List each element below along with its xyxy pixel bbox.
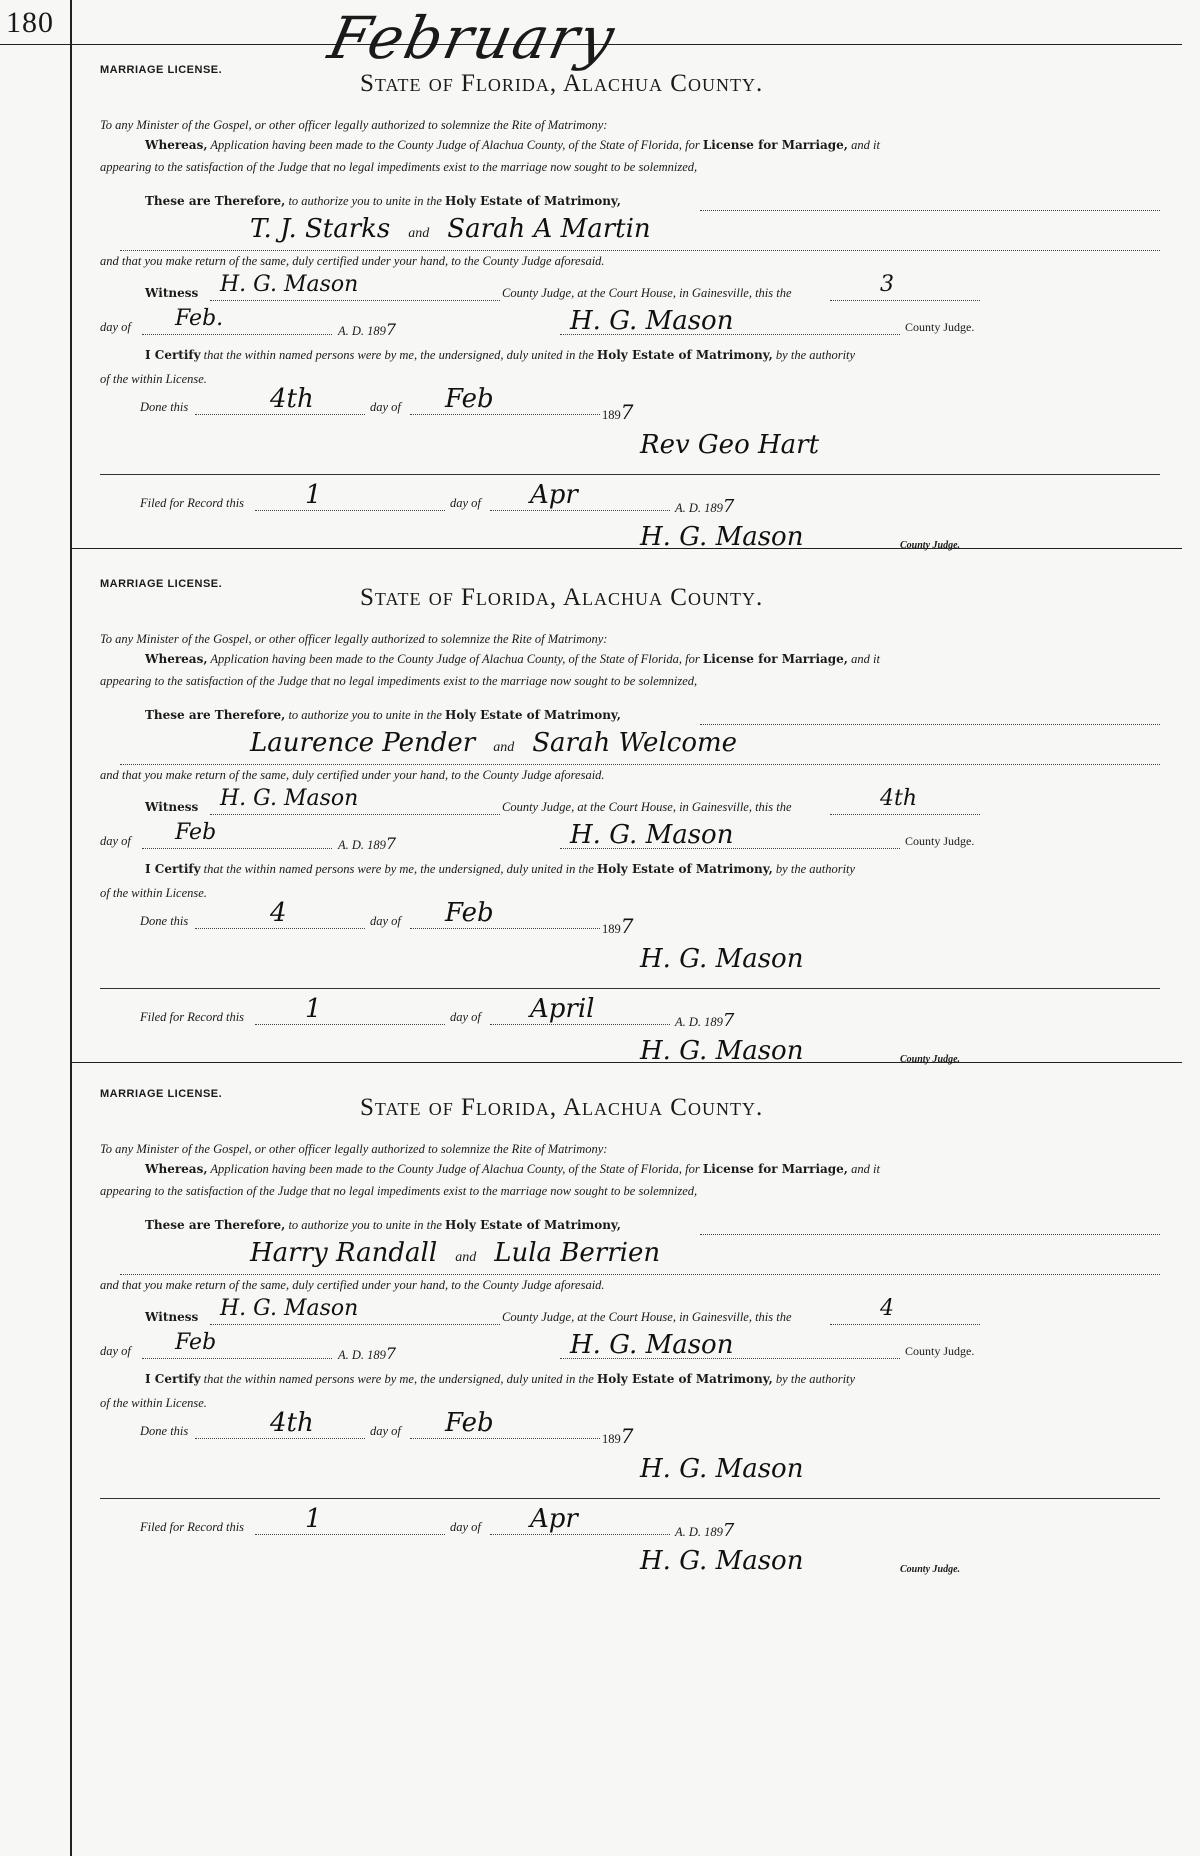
dotted-line [255,1024,445,1025]
filed-day-of-label: day of [450,1520,481,1534]
appearing-line: appearing to the satisfaction of the Judge that no legal impediments exist to the marriage now sought to be solemnized, [100,674,698,688]
officiant-signature: H. G. Mason [640,944,804,974]
dotted-line [255,510,445,511]
whereas-line [145,138,880,153]
done-day: 4th [270,384,314,414]
court-house-line: County Judge, at the Court House, in Gainesville, this the [502,286,792,300]
ad-label [338,1344,396,1363]
whereas-line [145,652,880,667]
dotted-line [410,414,600,415]
filed-day-of-label: day of [450,496,481,510]
these-are-therefore: These are Therefore, [145,1218,286,1232]
witness-word: Witness [145,800,199,814]
return-line: and that you make return of the same, duly certified under your hand, to the County Judge aforesaid. [100,768,605,782]
issue-month: Feb. [175,306,224,331]
certify-text: that the within named persons were by me, the undersigned, duly united in the [203,348,594,362]
holy-estate: Holy Estate of Matrimony, [445,194,621,208]
dotted-line [120,764,1160,765]
and-it-text: and it [851,652,880,666]
holy-estate-2: Holy Estate of Matrimony, [596,862,773,876]
dotted-line [560,334,900,335]
done-year-digit: 7 [620,914,634,938]
these-are-line [145,1218,621,1233]
issue-year-digit: 7 [385,320,397,339]
and-it-text: and it [851,138,880,152]
groom-name: T. J. Starks [250,214,391,244]
issue-month: Feb [175,820,217,845]
filed-day: 1 [305,994,322,1024]
filed-year-digit: 7 [722,1520,735,1541]
dotted-line [560,1358,900,1359]
authorize-text: to authorize you to unite in the [288,194,442,208]
return-line: and that you make return of the same, duly certified under your hand, to the County Judge aforesaid. [100,254,605,268]
day-of-label: day of [100,320,131,334]
bride-name: Sarah Welcome [532,728,738,758]
witness-signature: H. G. Mason [220,786,359,811]
witness-word: Witness [145,1310,199,1324]
done-day: 4 [270,898,287,928]
done-this-label: Done this [140,1424,189,1438]
witness-word: Witness [145,286,199,300]
filed-ad-label [675,1010,734,1031]
by-authority-text: by the authority [775,348,856,362]
dotted-line [210,300,500,301]
holy-estate-2: Holy Estate of Matrimony, [596,348,773,362]
dotted-line [560,848,900,849]
witness-label [145,800,198,815]
bride-name: Sarah A Martin [447,214,651,244]
certify-line [145,348,855,363]
filed-signature: H. G. Mason [640,522,804,552]
conjunction: and [455,1250,477,1265]
done-month: Feb [445,898,494,928]
filed-year-digit: 7 [722,1010,735,1031]
within-license-line: of the within License. [100,1396,207,1410]
authorize-text: to authorize you to unite in the [288,1218,442,1232]
done-year-digit: 7 [620,1424,634,1448]
filed-label: Filed for Record this [140,1520,245,1534]
filed-ad-label [675,1520,734,1541]
whereas-word: Whereas, [145,1162,208,1176]
license-for-marriage: License for Marriage, [702,652,848,666]
license-title: State of Florida, Alachua County. [360,584,764,611]
done-day-of-label: day of [370,400,401,414]
month-heading: February [322,4,622,72]
dotted-line [700,1234,1160,1235]
witness-signature: H. G. Mason [220,272,359,297]
application-text: Application having been made to the County Judge of Alachua County, of the State of Florida, for [210,652,700,666]
page-number: 180 [6,6,54,39]
address-line: To any Minister of the Gospel, or other officer legally authorized to solemnize the Rite of Matrimony: [100,632,608,646]
certify-word: I Certify [145,862,201,876]
officiant-signature: H. G. Mason [640,1454,804,1484]
holy-estate: Holy Estate of Matrimony, [445,1218,621,1232]
certify-word: I Certify [145,1372,201,1386]
ad-text: A. D. 189 [338,1348,386,1362]
dotted-line [120,1274,1160,1275]
county-judge-label: County Judge. [905,834,975,848]
county-judge-small: County Judge. [900,1564,961,1575]
groom-name: Harry Randall [250,1238,438,1268]
done-day-of-label: day of [370,1424,401,1438]
license-for-marriage: License for Marriage, [702,138,848,152]
filed-year-digit: 7 [722,496,735,517]
filing-separator [100,1498,1160,1499]
license-label: MARRIAGE LICENSE. [100,64,223,76]
license-label: MARRIAGE LICENSE. [100,1088,223,1100]
officiant-signature: Rev Geo Hart [640,430,820,460]
filed-day: 1 [305,1504,322,1534]
done-year-label [602,400,633,424]
whereas-word: Whereas, [145,652,208,666]
done-year-label [602,914,633,938]
holy-estate: Holy Estate of Matrimony, [445,708,621,722]
address-line: To any Minister of the Gospel, or other officer legally authorized to solemnize the Rite of Matrimony: [100,118,608,132]
court-house-line: County Judge, at the Court House, in Gainesville, this the [502,800,792,814]
within-license-line: of the within License. [100,886,207,900]
issue-day: 3 [880,272,894,297]
filed-month: Apr [530,1504,578,1534]
appearing-line: appearing to the satisfaction of the Judge that no legal impediments exist to the marriage now sought to be solemnized, [100,1184,698,1198]
names-row [250,214,651,244]
ad-text: A. D. 189 [338,838,386,852]
dotted-line [142,848,332,849]
certify-text: that the within named persons were by me, the undersigned, duly united in the [203,1372,594,1386]
application-text: Application having been made to the County Judge of Alachua County, of the State of Florida, for [210,1162,700,1176]
ad-label [338,320,396,339]
dotted-line [255,1534,445,1535]
these-are-therefore: These are Therefore, [145,194,286,208]
county-judge-label: County Judge. [905,320,975,334]
dotted-line [490,1024,670,1025]
done-this-label: Done this [140,400,189,414]
dotted-line [210,814,500,815]
done-year-digit: 7 [620,400,634,424]
filed-signature: H. G. Mason [640,1546,804,1576]
certify-word: I Certify [145,348,201,362]
dotted-line [830,300,980,301]
these-are-line [145,194,621,209]
witness-label [145,286,198,301]
done-year-text: 189 [602,1432,621,1446]
dotted-line [195,928,365,929]
dotted-line [700,210,1160,211]
certify-line [145,862,855,877]
day-of-label: day of [100,1344,131,1358]
dotted-line [410,928,600,929]
license-title: State of Florida, Alachua County. [360,1094,764,1121]
county-judge-small: County Judge. [900,540,961,551]
done-this-label: Done this [140,914,189,928]
issue-year-digit: 7 [385,1344,397,1363]
conjunction: and [408,226,430,241]
filed-day-of-label: day of [450,1010,481,1024]
judge-signature: H. G. Mason [570,1330,734,1360]
dotted-line [490,1534,670,1535]
authorize-text: to authorize you to unite in the [288,708,442,722]
ad-text: A. D. 189 [338,324,386,338]
certify-line [145,1372,855,1387]
filed-ad-text: A. D. 189 [675,1015,723,1029]
whereas-line [145,1162,880,1177]
issue-day: 4th [880,786,918,811]
witness-signature: H. G. Mason [220,1296,359,1321]
ad-label [338,834,396,853]
filed-label: Filed for Record this [140,496,245,510]
court-house-line: County Judge, at the Court House, in Gainesville, this the [502,1310,792,1324]
by-authority-text: by the authority [775,1372,856,1386]
filed-label: Filed for Record this [140,1010,245,1024]
license-divider [70,1062,1182,1063]
filing-separator [100,988,1160,989]
bride-name: Lula Berrien [494,1238,661,1268]
done-month: Feb [445,384,494,414]
filed-ad-text: A. D. 189 [675,1525,723,1539]
dotted-line [700,724,1160,725]
groom-name: Laurence Pender [250,728,476,758]
and-it-text: and it [851,1162,880,1176]
application-text: Application having been made to the County Judge of Alachua County, of the State of Florida, for [210,138,700,152]
filed-ad-label [675,496,734,517]
dotted-line [210,1324,500,1325]
done-year-label [602,1424,633,1448]
appearing-line: appearing to the satisfaction of the Judge that no legal impediments exist to the marriage now sought to be solemnized, [100,160,698,174]
dotted-line [142,334,332,335]
names-row [250,728,737,758]
dotted-line [830,814,980,815]
filed-ad-text: A. D. 189 [675,501,723,515]
done-month: Feb [445,1408,494,1438]
certify-text: that the within named persons were by me, the undersigned, duly united in the [203,862,594,876]
dotted-line [120,250,1160,251]
witness-label [145,1310,198,1325]
holy-estate-2: Holy Estate of Matrimony, [596,1372,773,1386]
filed-day: 1 [305,480,322,510]
done-year-text: 189 [602,922,621,936]
issue-day: 4 [880,1296,894,1321]
dotted-line [195,1438,365,1439]
issue-year-digit: 7 [385,834,397,853]
filed-month: Apr [530,480,578,510]
filed-signature: H. G. Mason [640,1036,804,1066]
judge-signature: H. G. Mason [570,820,734,850]
done-year-text: 189 [602,408,621,422]
issue-month: Feb [175,1330,217,1355]
judge-signature: H. G. Mason [570,306,734,336]
these-are-line [145,708,621,723]
filed-month: April [530,994,595,1024]
return-line: and that you make return of the same, duly certified under your hand, to the County Judge aforesaid. [100,1278,605,1292]
license-divider [70,548,1182,549]
dotted-line [195,414,365,415]
whereas-word: Whereas, [145,138,208,152]
license-title: State of Florida, Alachua County. [360,70,764,97]
county-judge-small: County Judge. [900,1054,961,1065]
dotted-line [410,1438,600,1439]
day-of-label: day of [100,834,131,848]
these-are-therefore: These are Therefore, [145,708,286,722]
done-day-of-label: day of [370,914,401,928]
dotted-line [490,510,670,511]
dotted-line [142,1358,332,1359]
by-authority-text: by the authority [775,862,856,876]
names-row [250,1238,660,1268]
county-judge-label: County Judge. [905,1344,975,1358]
done-day: 4th [270,1408,314,1438]
conjunction: and [493,740,515,755]
dotted-line [830,1324,980,1325]
address-line: To any Minister of the Gospel, or other officer legally authorized to solemnize the Rite of Matrimony: [100,1142,608,1156]
license-for-marriage: License for Marriage, [702,1162,848,1176]
license-label: MARRIAGE LICENSE. [100,578,223,590]
filing-separator [100,474,1160,475]
within-license-line: of the within License. [100,372,207,386]
